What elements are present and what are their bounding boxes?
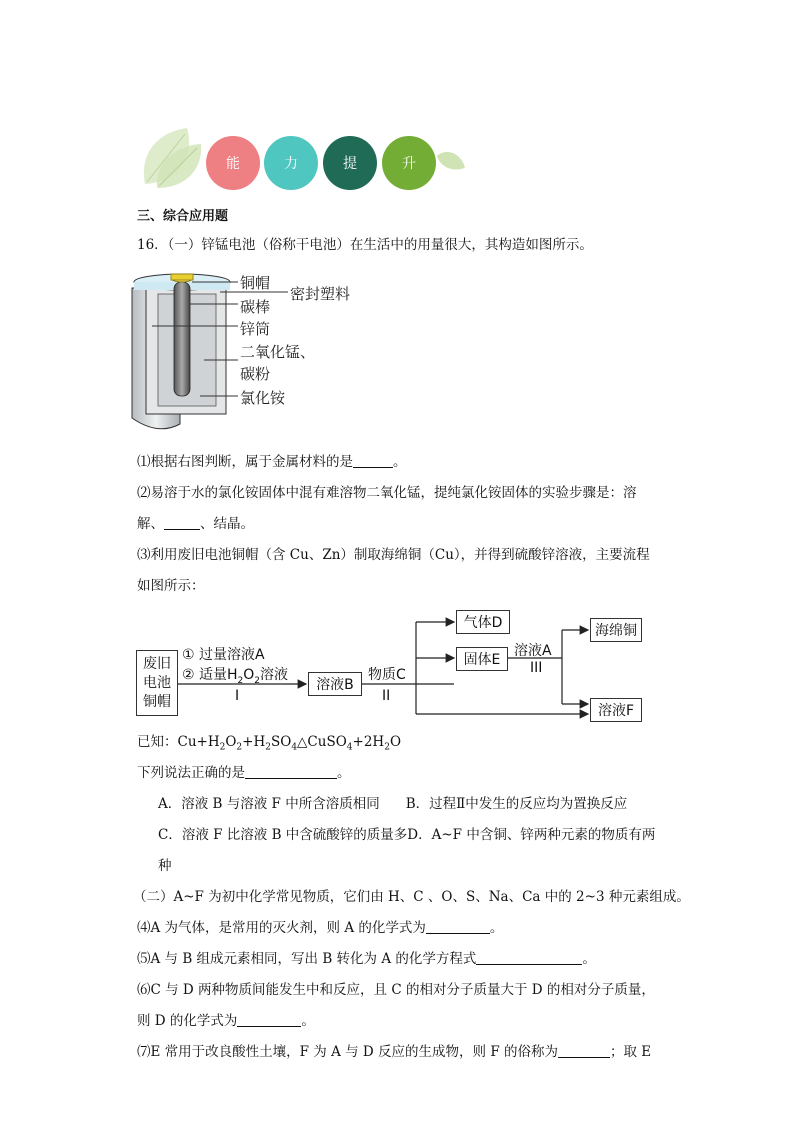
badge-label: 升 xyxy=(402,156,416,172)
q16-intro: 16．（一）锌锰电池（俗称干电池）在生活中的用量很大，其构造如图所示。 xyxy=(137,237,593,253)
q6-line2 xyxy=(137,1012,315,1030)
q2-line2 xyxy=(137,515,254,533)
eq-part: O xyxy=(389,734,402,750)
box-gas-d: 气体D xyxy=(456,610,510,634)
label-mno2: 二氧化锰、 xyxy=(240,343,316,361)
correct-statement-blank[interactable] xyxy=(245,765,337,779)
q7-text: ⑺E 常用于改良酸性土壤，F 为 A 与 D 反应的生成物，则 F 的俗称为 xyxy=(137,1044,558,1060)
eq-part: +2H xyxy=(352,734,385,750)
subscript: 2 xyxy=(219,742,226,753)
leaf-decoration-icon xyxy=(137,124,207,192)
box-sponge-copper: 海绵铜 xyxy=(590,618,642,642)
reagent-part: O xyxy=(243,667,255,683)
reagent-solution-a: 溶液A xyxy=(514,643,552,659)
part2-intro: （二）A~F 为初中化学常见物质，它们由 H、C 、O、S、Na、Ca 中的 2~3 种元素组成。 xyxy=(133,889,690,905)
q4-end: 。 xyxy=(489,920,504,936)
subscript: 4 xyxy=(346,742,353,753)
process-i: I xyxy=(235,688,240,704)
section-title: 三、综合应用题 xyxy=(137,209,229,224)
flowchart xyxy=(130,604,670,728)
q3-line2: 如图所示： xyxy=(137,578,205,594)
q2-line1: ⑵易溶于水的氯化铵固体中混有难溶物二氧化锰，提纯氯化铵固体的实验步骤是：溶 xyxy=(137,485,637,501)
start-line: 废旧 xyxy=(143,655,171,672)
option-row-ab xyxy=(158,795,627,813)
badge-li xyxy=(264,136,318,190)
subscript: 2 xyxy=(236,742,243,753)
q4-blank[interactable] xyxy=(426,920,490,934)
q7 xyxy=(137,1043,651,1061)
label-carbon-powder: 碳粉 xyxy=(240,365,271,383)
badge-ti xyxy=(323,136,377,190)
known-equation xyxy=(137,733,401,757)
banner xyxy=(137,124,477,194)
q6-line1: ⑹C 与 D 两种物质间能发生中和反应，且 C 的相对分子质量大于 D 的相对分子质量， xyxy=(137,982,655,998)
subscript: 2 xyxy=(254,675,261,686)
q7-end: ；取 E xyxy=(610,1044,652,1060)
q4 xyxy=(137,919,503,937)
eq-part: SO xyxy=(270,734,292,750)
q3-line1: ⑶利用废旧电池铜帽（含 Cu、Zn）制取海绵铜（Cu），并得到硫酸锌溶液，主要流程 xyxy=(137,547,650,563)
subscript: 4 xyxy=(291,742,298,753)
q1-end: 。 xyxy=(393,454,407,470)
q7-blank[interactable] xyxy=(558,1044,610,1058)
correct-statement xyxy=(137,764,351,782)
step1-reagent-h2o2 xyxy=(182,664,288,686)
badge-sheng xyxy=(382,136,436,190)
q1-blank[interactable] xyxy=(353,454,393,468)
option-c[interactable]: C．溶液 F 比溶液 B 中含硫酸锌的质量多 xyxy=(158,827,408,843)
label-carbon-rod: 碳棒 xyxy=(240,298,271,316)
eq-part: 已知：Cu+H xyxy=(137,734,220,750)
label-zinc-can: 锌筒 xyxy=(240,320,271,338)
reagent-part: ② 适量H xyxy=(182,667,238,683)
subscript: 2 xyxy=(237,675,244,686)
small-leaf-icon xyxy=(435,148,467,174)
q1 xyxy=(137,453,407,471)
option-row-cd xyxy=(158,826,655,844)
badge-label: 力 xyxy=(284,156,298,172)
q5-text: ⑸A 与 B 组成元素相同，写出 B 转化为 A 的化学方程式 xyxy=(137,951,477,967)
subscript: 2 xyxy=(265,742,271,753)
reagent-part: 溶液 xyxy=(260,667,289,683)
q2-end: 、结晶。 xyxy=(200,516,254,532)
material-c: 物质C xyxy=(368,667,406,683)
eq-part: +H xyxy=(242,734,266,750)
start-line: 铜帽 xyxy=(143,693,171,710)
q5-blank[interactable] xyxy=(476,951,582,965)
process-iii: III xyxy=(530,660,543,676)
label-copper-cap: 铜帽 xyxy=(240,274,271,292)
label-sealing-plastic: 密封塑料 xyxy=(290,285,351,303)
option-a[interactable]: A．溶液 B 与溶液 F 中所含溶质相同 xyxy=(158,796,380,812)
label-nh4cl: 氯化铵 xyxy=(240,389,286,407)
stmt-text: 下列说法正确的是 xyxy=(137,765,245,781)
q2-blank[interactable] xyxy=(164,516,200,530)
q2-text: 解、 xyxy=(137,516,164,532)
box-solid-e: 固体E xyxy=(456,647,508,671)
box-old-battery-cap xyxy=(136,650,178,716)
start-line: 电池 xyxy=(143,674,171,691)
q4-text: ⑷A 为气体，是常用的灭火剂，则 A 的化学式为 xyxy=(137,920,426,936)
box-solution-f: 溶液F xyxy=(590,698,642,722)
badge-neng xyxy=(206,136,260,190)
eq-part: △CuSO xyxy=(297,734,347,750)
q1-text: ⑴根据右图判断，属于金属材料的是 xyxy=(137,454,353,470)
option-d-continued: 种 xyxy=(158,858,172,874)
stmt-end: 。 xyxy=(337,765,351,781)
badge-label: 提 xyxy=(343,156,357,172)
option-b[interactable]: B．过程Ⅱ中发生的反应均为置换反应 xyxy=(405,796,628,812)
process-ii: II xyxy=(382,688,391,704)
badge-label: 能 xyxy=(226,156,240,172)
battery-diagram xyxy=(128,268,368,438)
q6-end: 。 xyxy=(301,1013,315,1029)
q6-blank[interactable] xyxy=(237,1013,301,1027)
step1-reagent-a: ① 过量溶液A xyxy=(182,647,265,663)
q5 xyxy=(137,950,596,968)
q6-text: 则 D 的化学式为 xyxy=(137,1013,238,1029)
subscript: 2 xyxy=(384,742,390,753)
option-d[interactable]: D．A~F 中含铜、锌两种元素的物质有两 xyxy=(407,827,656,843)
eq-part: O xyxy=(225,734,237,750)
q5-end: 。 xyxy=(582,951,596,967)
box-solution-b: 溶液B xyxy=(308,672,362,696)
